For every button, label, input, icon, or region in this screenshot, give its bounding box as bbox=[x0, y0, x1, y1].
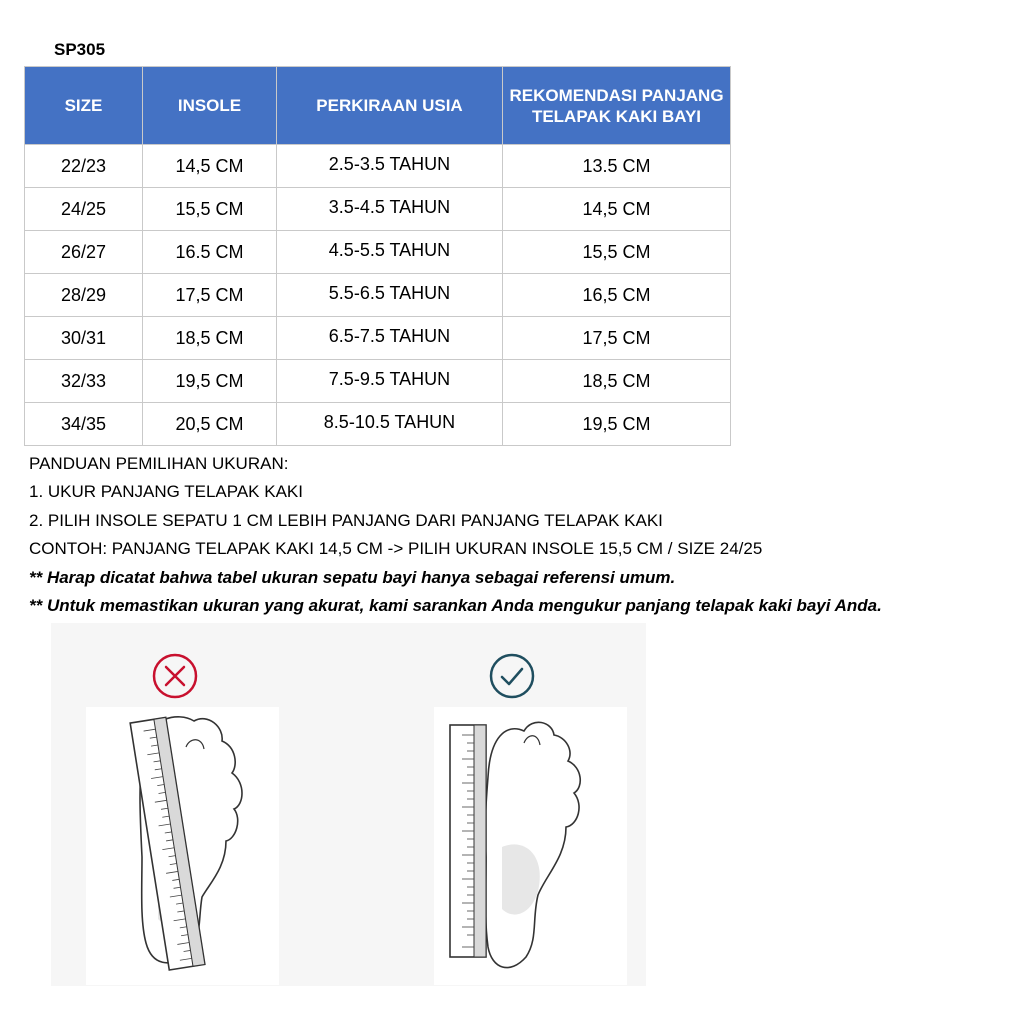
cell-insole: 14,5 CM bbox=[143, 145, 277, 188]
guide-note-measure: ** Untuk memastikan ukuran yang akurat, kami sarankan Anda mengukur panjang telapak kaki bayi Anda. bbox=[29, 596, 882, 616]
cell-foot-length: 17,5 CM bbox=[503, 317, 731, 360]
cell-age: 2.5-3.5 TAHUN bbox=[277, 145, 503, 188]
size-chart-table bbox=[24, 66, 731, 446]
table-row bbox=[25, 317, 731, 360]
table-row bbox=[25, 145, 731, 188]
measuring-illustration bbox=[51, 623, 646, 986]
cell-insole: 20,5 CM bbox=[143, 403, 277, 446]
tilted-ruler-foot-image bbox=[86, 707, 279, 985]
table-row bbox=[25, 188, 731, 231]
cell-insole: 16.5 CM bbox=[143, 231, 277, 274]
cell-size: 24/25 bbox=[25, 188, 143, 231]
cell-insole: 18,5 CM bbox=[143, 317, 277, 360]
table-row bbox=[25, 231, 731, 274]
cell-size: 34/35 bbox=[25, 403, 143, 446]
table-row bbox=[25, 403, 731, 446]
table-header-row bbox=[25, 67, 731, 145]
guide-note-reference: ** Harap dicatat bahwa tabel ukuran sepatu bayi hanya sebagai referensi umum. bbox=[29, 567, 676, 587]
table-row bbox=[25, 274, 731, 317]
product-code-title: SP305 bbox=[54, 40, 106, 59]
x-circle-icon bbox=[151, 652, 199, 700]
cell-foot-length: 16,5 CM bbox=[503, 274, 731, 317]
straight-ruler-foot-image bbox=[434, 707, 627, 985]
guide-step-1: 1. UKUR PANJANG TELAPAK KAKI bbox=[29, 482, 303, 502]
cell-size: 26/27 bbox=[25, 231, 143, 274]
cell-age: 5.5-6.5 TAHUN bbox=[277, 274, 503, 317]
cell-insole: 15,5 CM bbox=[143, 188, 277, 231]
cell-foot-length: 15,5 CM bbox=[503, 231, 731, 274]
cell-foot-length: 14,5 CM bbox=[503, 188, 731, 231]
cell-age: 7.5-9.5 TAHUN bbox=[277, 360, 503, 403]
cell-foot-length: 19,5 CM bbox=[503, 403, 731, 446]
cell-foot-length: 13.5 CM bbox=[503, 145, 731, 188]
guide-step-2: 2. PILIH INSOLE SEPATU 1 CM LEBIH PANJANG DARI PANJANG TELAPAK KAKI bbox=[29, 510, 663, 530]
table-row bbox=[25, 360, 731, 403]
guide-heading: PANDUAN PEMILIHAN UKURAN: bbox=[29, 454, 289, 473]
wrong-measurement-panel bbox=[86, 707, 279, 985]
cell-age: 8.5-10.5 TAHUN bbox=[277, 403, 503, 446]
cell-age: 6.5-7.5 TAHUN bbox=[277, 317, 503, 360]
cell-age: 3.5-4.5 TAHUN bbox=[277, 188, 503, 231]
cell-insole: 17,5 CM bbox=[143, 274, 277, 317]
cell-size: 28/29 bbox=[25, 274, 143, 317]
correct-measurement-panel bbox=[434, 707, 627, 985]
cell-size: 30/31 bbox=[25, 317, 143, 360]
cell-size: 32/33 bbox=[25, 360, 143, 403]
cell-foot-length: 18,5 CM bbox=[503, 360, 731, 403]
cell-size: 22/23 bbox=[25, 145, 143, 188]
header-recommended-foot-length: REKOMENDASI PANJANG TELAPAK KAKI BAYI bbox=[503, 67, 731, 145]
header-insole: INSOLE bbox=[143, 67, 277, 145]
guide-example: CONTOH: PANJANG TELAPAK KAKI 14,5 CM -> PILIH UKURAN INSOLE 15,5 CM / SIZE 24/25 bbox=[29, 539, 763, 559]
header-age: PERKIRAAN USIA bbox=[277, 67, 503, 145]
size-guide bbox=[29, 450, 882, 620]
cell-insole: 19,5 CM bbox=[143, 360, 277, 403]
check-circle-icon bbox=[488, 652, 536, 700]
header-size: SIZE bbox=[25, 67, 143, 145]
cell-age: 4.5-5.5 TAHUN bbox=[277, 231, 503, 274]
